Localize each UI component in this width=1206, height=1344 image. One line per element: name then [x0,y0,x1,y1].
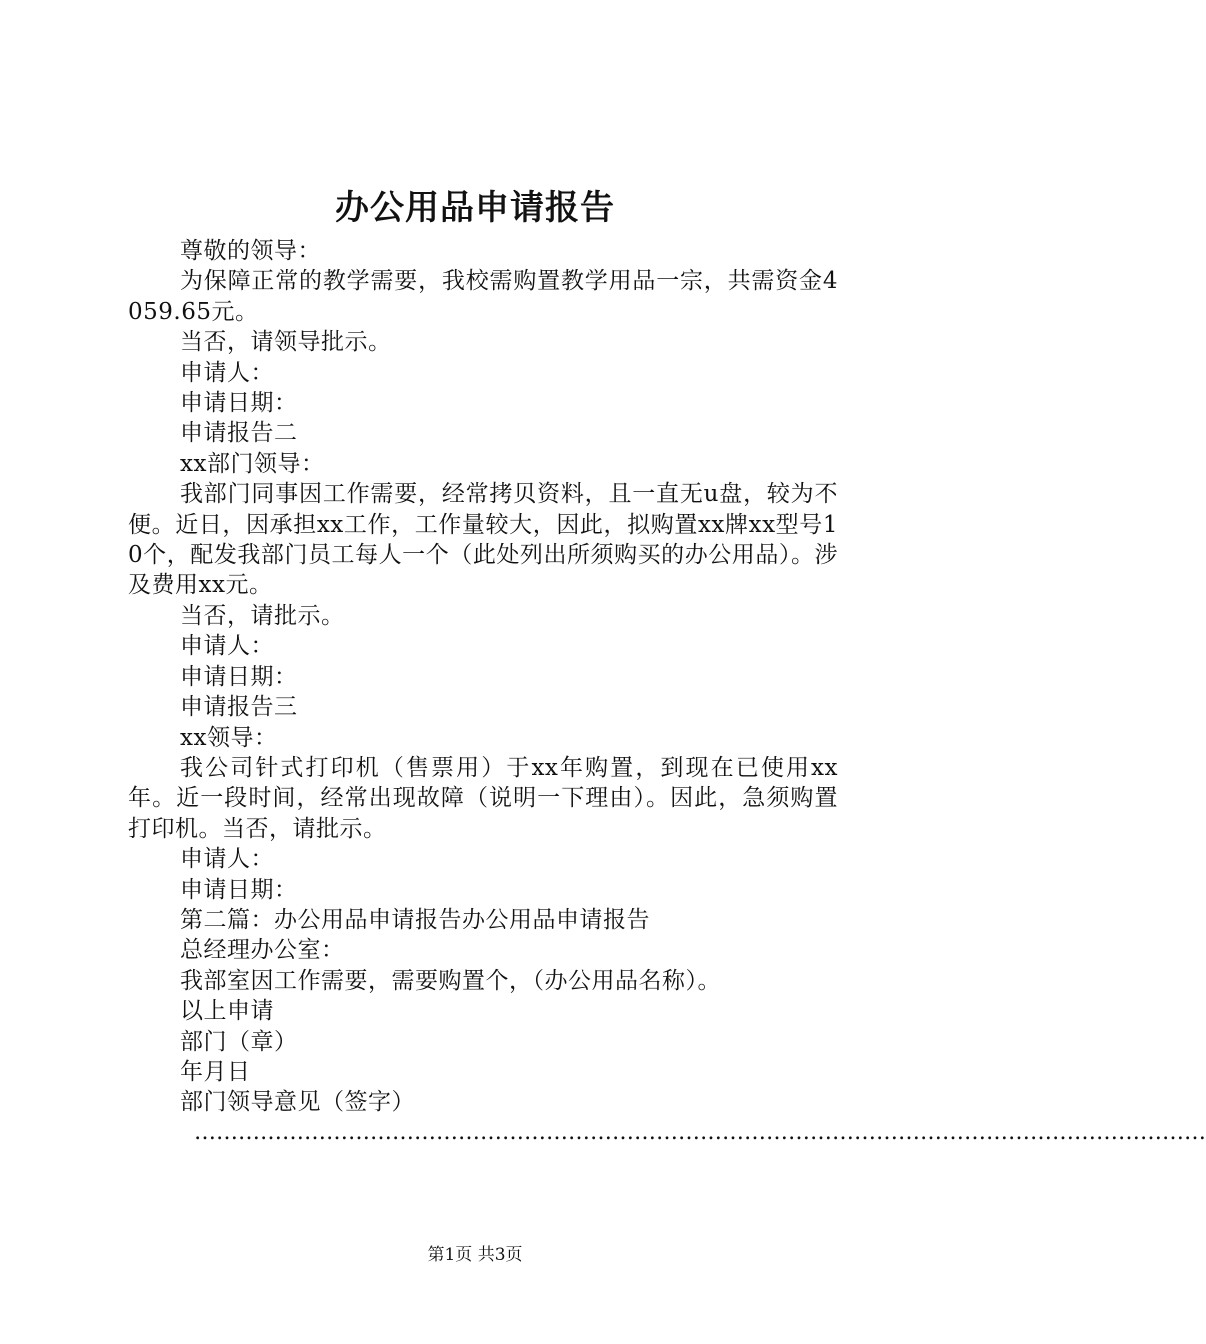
paragraph: 我公司针式打印机（售票用）于xx年购置，到现在已使用xx年。近一段时间，经常出现故障（说明一下理由）。因此，急须购置打印机。当否，请批示。 [128,754,838,842]
document-title: 办公用品申请报告 [335,188,615,228]
paragraph: 申请报告三 [180,694,298,721]
paragraph: 尊敬的领导： [180,238,321,264]
paragraph: 总经理办公室： [180,937,345,964]
paragraph: 申请人： [180,633,274,660]
paragraph: 申请日期： [180,390,298,417]
document-body [128,236,1206,1148]
paragraph: 当否，请批示。 [180,602,345,629]
paragraph: xx领导： [180,724,278,751]
page-footer: 第1页 共3页 [427,1245,523,1265]
dotted-separator: ………………………………………………………………………………………………………………………… [194,1119,1206,1145]
paragraph: 部门领导意见（签字） [180,1089,415,1116]
paragraph: 我部室因工作需要，需要购置个，（办公用品名称）。 [180,967,721,994]
paragraph: 为保障正常的教学需要，我校需购置教学用品一宗，共需资金4059.65元。 [128,268,838,325]
paragraph: 申请人： [180,846,274,873]
paragraph: 部门（章） [180,1028,298,1055]
paragraph: 申请日期： [180,876,298,903]
paragraph: 年月日 [180,1058,251,1085]
paragraph: 申请人： [180,359,274,386]
paragraph: 当否，请领导批示。 [180,329,392,356]
paragraph: 申请报告二 [180,420,298,447]
paragraph: 以上申请 [180,998,274,1025]
paragraph: 申请日期： [180,663,298,690]
paragraph: xx部门领导： [180,450,325,477]
paragraph: 第二篇：办公用品申请报告办公用品申请报告 [180,906,650,933]
paragraph: 我部门同事因工作需要，经常拷贝资料，且一直无u盘，较为不便。近日，因承担xx工作，工作量较大，因此，拟购置xx牌xx型号10个，配发我部门员工每人一个（此处列出所须购买的办公用品）。涉及费用xx元。 [128,481,838,599]
